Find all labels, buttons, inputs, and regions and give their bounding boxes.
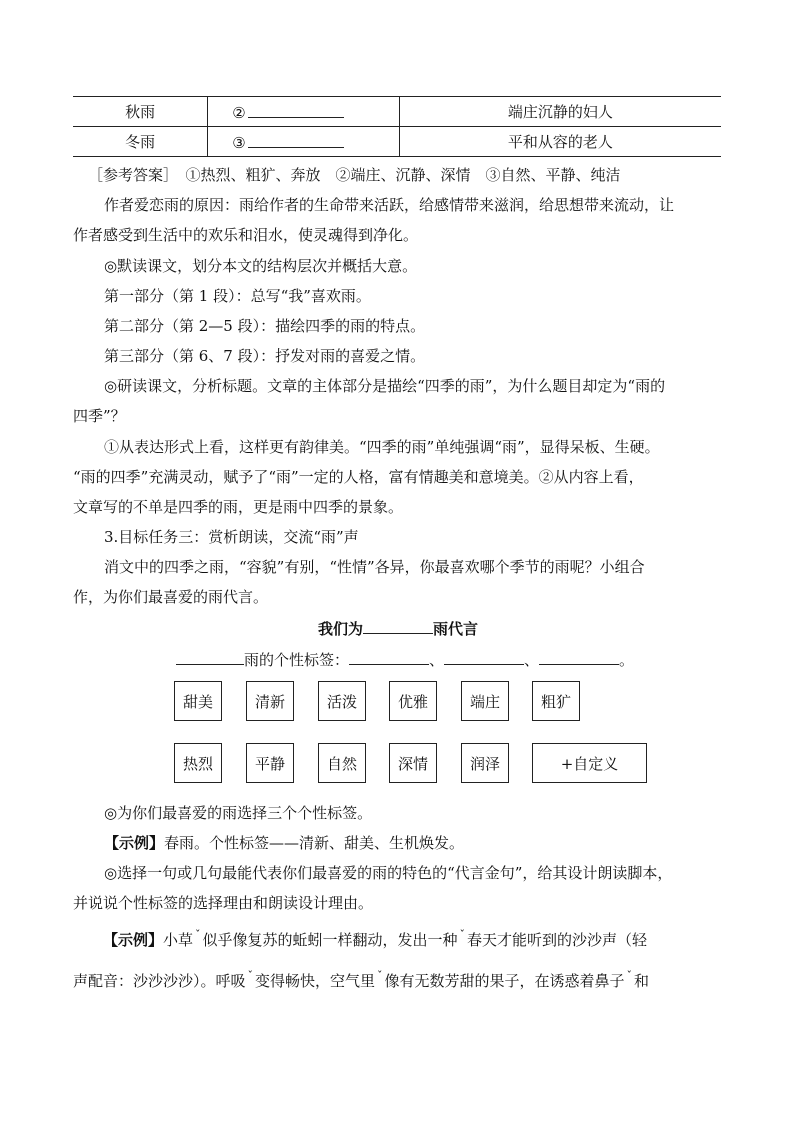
paragraph-line: 作，为你们最喜爱的雨代言。 xyxy=(73,588,269,606)
separator: 、 xyxy=(524,651,540,669)
task-heading: 3.目标任务三：赏析朗读，交流“雨”声 xyxy=(104,528,359,546)
heading-text: 我们为 xyxy=(317,620,363,638)
tag-box: 端庄 xyxy=(461,681,509,721)
blank-cell xyxy=(208,97,400,127)
pause-mark-icon: ˇ xyxy=(626,969,633,982)
paragraph-line: 作者感受到生活中的欢乐和泪水，使灵魂得到净化。 xyxy=(73,226,419,244)
pause-mark-icon: ˇ xyxy=(459,928,466,941)
section-heading xyxy=(73,619,723,639)
tag-box: 润泽 xyxy=(461,743,509,783)
example-line xyxy=(73,971,723,993)
example-text: 变得畅快，空气里 xyxy=(255,972,376,990)
paragraph-line: 并说说个性标签的选择理由和朗读设计理由。 xyxy=(73,894,374,912)
paragraph-line: ◎为你们最喜爱的雨选择三个个性标签。 xyxy=(104,804,373,822)
season-table xyxy=(73,96,721,157)
paragraph-line: ◎研读课文，分析标题。文章的主体部分是描绘“四季的雨”，为什么题目却定为“雨的 xyxy=(104,377,666,395)
paragraph-line: “雨的四季”充满灵动，赋予了“雨”一定的人格，富有情趣美和意境美。②从内容上看， xyxy=(73,468,644,486)
tag-box: 甜美 xyxy=(174,681,222,721)
pause-mark-icon: ˇ xyxy=(247,969,254,982)
paragraph-line: 第二部分（第 2—5 段）：描绘四季的雨的特点。 xyxy=(104,317,426,335)
example-text: 春雨。个性标签——清新、甜美、生机焕发。 xyxy=(164,834,465,852)
tag-box: 平静 xyxy=(246,743,294,783)
example-line xyxy=(104,833,724,853)
tag-box: 活泼 xyxy=(318,681,366,721)
paragraph-line: 消文中的四季之雨，“容貌”有别，“性情”各异，你最喜欢哪个季节的雨呢？小组合 xyxy=(104,558,645,576)
example-label: 【示例】 xyxy=(104,834,165,852)
tag-box: 粗犷 xyxy=(532,681,580,721)
paragraph-line: ◎选择一句或几句最能代表你们最喜爱的雨的特色的“代言金句”，给其设计朗读脚本， xyxy=(104,864,673,882)
separator: 、 xyxy=(429,651,445,669)
fill-blank xyxy=(539,650,619,665)
fill-blank xyxy=(176,650,244,665)
custom-tag-box: +自定义 xyxy=(532,743,647,783)
tagline-label: 雨的个性标签： xyxy=(244,651,350,669)
paragraph-line: 四季”？ xyxy=(73,407,126,425)
reference-answer: ［参考答案］ ①热烈、粗犷、奔放 ②端庄、沉静、深情 ③自然、平静、纯洁 xyxy=(88,166,621,184)
pause-mark-icon: ˇ xyxy=(195,928,201,941)
paragraph-line: ◎默读课文，划分本文的结构层次并概括大意。 xyxy=(104,257,418,275)
fill-blank xyxy=(248,102,344,118)
fill-blank xyxy=(248,132,344,148)
season-cell: 冬雨 xyxy=(73,127,208,157)
fill-blank xyxy=(444,650,524,665)
tag-box: 自然 xyxy=(318,743,366,783)
tag-box: 优雅 xyxy=(389,681,437,721)
paragraph-line: ①从表达形式上看，这样更有韵律美。“四季的雨”单纯强调“雨”，显得呆板、生硬。 xyxy=(104,438,660,456)
fill-blank xyxy=(349,650,429,665)
tag-box: 清新 xyxy=(246,681,294,721)
period: 。 xyxy=(619,651,635,669)
pause-mark-icon: ˇ xyxy=(377,969,383,982)
paragraph-line: 第一部分（第 1 段）：总写“我”喜欢雨。 xyxy=(104,287,371,305)
paragraph-line: 作者爱恋雨的原因：雨给作者的生命带来活跃，给感情带来滋润，给思想带来流动，让 xyxy=(104,196,675,214)
circled-number: ③ xyxy=(232,133,246,152)
table-row xyxy=(73,127,721,157)
example-text: 声配音：沙沙沙沙）。呼吸 xyxy=(73,972,246,990)
tag-box: 热烈 xyxy=(174,743,222,783)
description-cell: 端庄沉静的妇人 xyxy=(399,97,721,127)
table-row xyxy=(73,97,721,127)
example-text: 春天才能听到的沙沙声（轻 xyxy=(467,931,648,949)
fill-blank xyxy=(363,619,433,634)
heading-text: 雨代言 xyxy=(433,620,479,638)
example-text: 像有无数芳甜的果子，在诱惑着鼻子 xyxy=(384,972,625,990)
example-line xyxy=(103,930,723,952)
example-label: 【示例】 xyxy=(103,931,164,949)
paragraph-line: 第三部分（第 6、7 段）：抒发对雨的喜爱之情。 xyxy=(104,347,426,365)
season-cell: 秋雨 xyxy=(73,97,208,127)
example-text: 似乎像复苏的蚯蚓一样翻动，发出一种 xyxy=(202,931,458,949)
circled-number: ② xyxy=(232,103,246,122)
tagline xyxy=(176,650,646,670)
paragraph-line: 文章写的不单是四季的雨，更是雨中四季的景象。 xyxy=(73,498,404,516)
blank-cell xyxy=(208,127,400,157)
example-text: 和 xyxy=(634,972,650,990)
tag-box: 深情 xyxy=(389,743,437,783)
example-text: 小草 xyxy=(163,931,194,949)
description-cell: 平和从容的老人 xyxy=(399,127,721,157)
